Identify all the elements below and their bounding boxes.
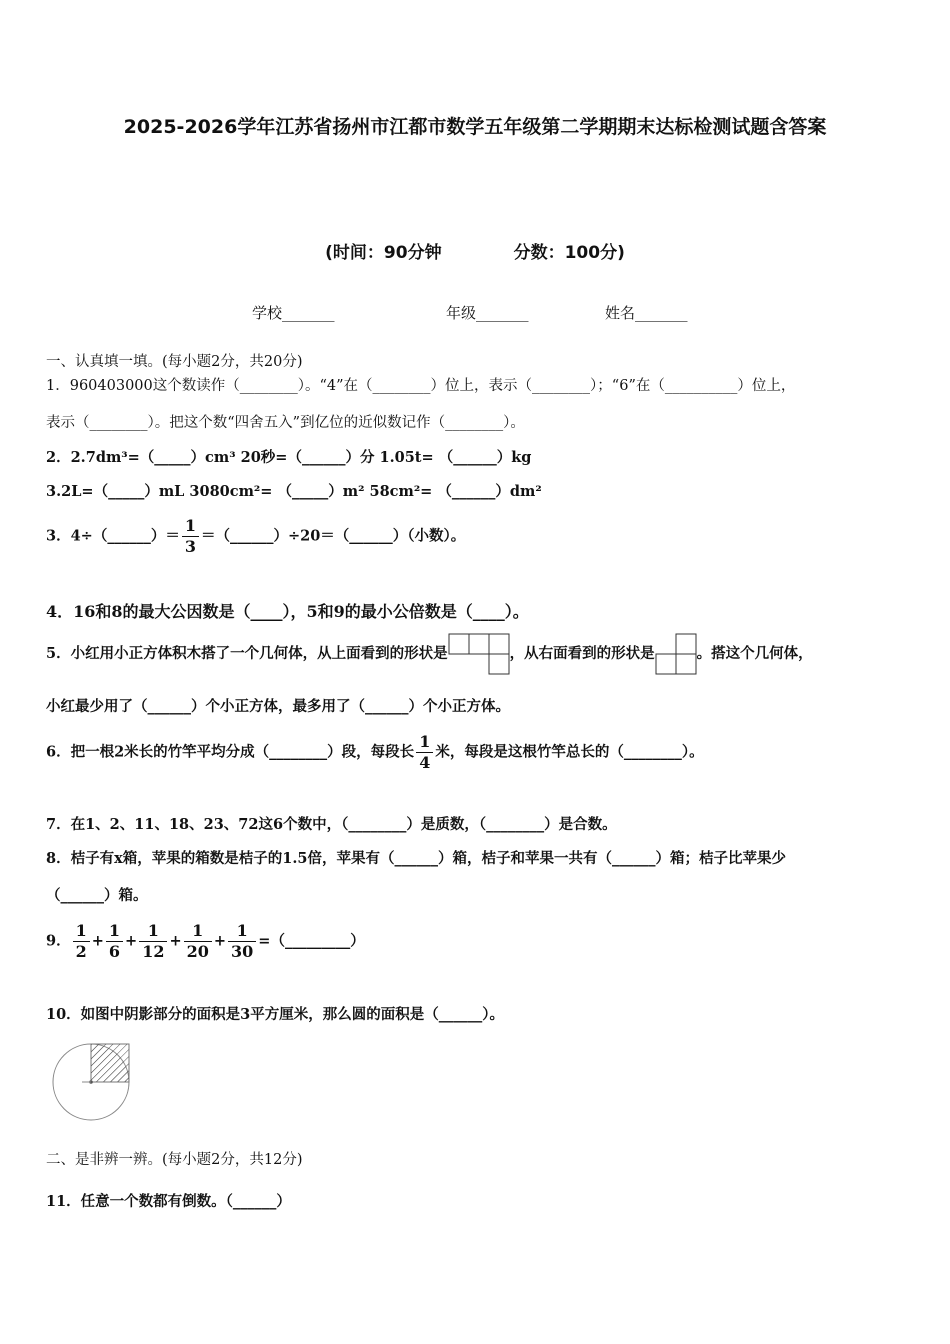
- question-9: [46, 921, 365, 962]
- question-7: 7．在1、2、11、18、23、72这6个数中，（________）是质数，（________）是合数。: [46, 816, 617, 833]
- question-5-middle: ，从右面看到的形状是: [509, 645, 655, 662]
- circle-shaded-square-diagram: [48, 1038, 140, 1124]
- score-label: 分数：100分): [513, 243, 625, 263]
- question-6-suffix: 米，每段是这根竹竿总长的（________）。: [435, 743, 704, 761]
- school-field[interactable]: 学校_______: [252, 304, 335, 322]
- fraction-1-20: $\frac{1}{20}$: [184, 921, 212, 962]
- question-2-line-1: 2．2.7dm³=（_____）cm³ 20秒=（______）分 1.05t= （______）kg: [46, 449, 532, 466]
- fraction-1-6: $\frac{1}{6}$: [106, 921, 123, 962]
- question-10: 10．如图中阴影部分的面积是3平方厘米，那么圆的面积是（______）。: [46, 1006, 505, 1023]
- time-label: (时间：90分钟: [325, 243, 442, 263]
- question-5-prefix: 5．小红用小正方体积木搭了一个几何体，从上面看到的形状是: [46, 645, 448, 662]
- question-2-line-2: 3.2L=（_____）mL 3080cm²= （_____）m² 58cm²= （______）dm²: [46, 483, 542, 500]
- top-view-diagram: [448, 633, 510, 675]
- question-8-line-1: 8．桔子有x箱，苹果的箱数是桔子的1.5倍，苹果有（______）箱，桔子和苹果一共有（______）箱；桔子比苹果少: [46, 850, 786, 867]
- question-4: 4．16和8的最大公因数是（____），5和9的最小公倍数是（____）。: [46, 602, 529, 621]
- question-3: [46, 516, 465, 557]
- plus-sign: +: [213, 932, 227, 950]
- plus-sign: +: [91, 932, 104, 950]
- plus-sign: +: [125, 932, 138, 950]
- question-11: 11．任意一个数都有倒数。（______）: [46, 1193, 291, 1210]
- fraction-one-third: $\frac{1}{3}$: [182, 516, 199, 557]
- question-9-number: 9．: [46, 932, 71, 950]
- question-3-suffix: ＝（______）÷20＝（______）（小数）。: [200, 527, 466, 545]
- question-8-line-2: （______）箱。: [46, 887, 148, 904]
- question-6: [46, 732, 704, 773]
- question-9-suffix: =（_________）: [258, 932, 365, 950]
- plus-sign: +: [169, 932, 182, 950]
- fraction-1-12: $\frac{1}{12}$: [139, 921, 167, 962]
- right-view-diagram: [655, 633, 697, 675]
- exam-meta: [0, 238, 950, 263]
- question-1-line-2: 表示（________）。把这个数“四舍五入”到亿位的近似数记作（________）。: [46, 415, 525, 431]
- question-1-line-1: 1．960403000这个数读作（________）。“4”在（________）位上，表示（________）；“6”在（__________）位上，: [46, 378, 796, 394]
- fraction-one-quarter: $\frac{1}{4}$: [416, 732, 433, 773]
- section-2-heading: 二、是非辨一辨。(每小题2分，共12分): [46, 1152, 303, 1168]
- question-5-suffix: 。搭这个几何体，: [696, 645, 813, 662]
- question-5-line-1: [46, 633, 813, 675]
- section-1-heading: 一、认真填一填。(每小题2分，共20分): [46, 354, 303, 370]
- question-6-prefix: 6．把一根2米长的竹竿平均分成（________）段，每段长: [46, 743, 415, 761]
- page-title: 2025-2026学年江苏省扬州市江都市数学五年级第二学期期末达标检测试题含答案: [123, 116, 827, 138]
- question-3-prefix: 3．4÷（______）＝: [46, 527, 180, 545]
- name-field[interactable]: 姓名_______: [605, 304, 688, 322]
- fraction-1-30: $\frac{1}{30}$: [228, 921, 256, 962]
- question-5-line-2: 小红最少用了（______）个小正方体，最多用了（______）个小正方体。: [46, 698, 510, 715]
- fraction-1-2: $\frac{1}{2}$: [73, 921, 90, 962]
- grade-field[interactable]: 年级_______: [446, 304, 529, 322]
